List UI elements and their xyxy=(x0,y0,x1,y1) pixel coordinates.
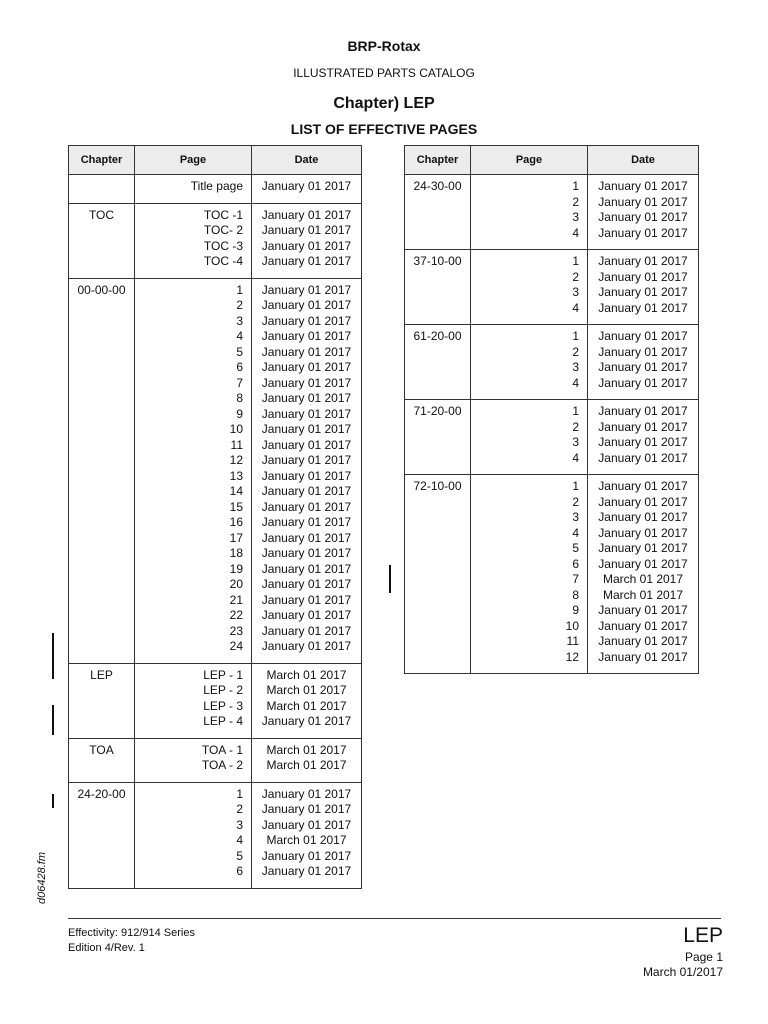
page-number: LEP - 3 xyxy=(203,698,243,713)
page-number: 12 xyxy=(229,453,243,467)
page-number: 6 xyxy=(236,864,243,878)
page-number: 6 xyxy=(572,556,579,571)
chapter-label: 24-30-00 xyxy=(413,179,462,193)
page-date: January 01 2017 xyxy=(261,313,352,328)
page-date: January 01 2017 xyxy=(261,223,352,237)
page-number: 5 xyxy=(236,344,243,359)
chapter-cell xyxy=(69,663,135,738)
revision-bar xyxy=(52,633,54,679)
page-date: January 01 2017 xyxy=(261,848,352,863)
page-number: 4 xyxy=(572,225,579,240)
page-number: 1 xyxy=(236,786,243,801)
revision-bar xyxy=(389,565,391,593)
page-number: 4 xyxy=(572,375,579,390)
page-number: TOC -3 xyxy=(203,238,243,253)
chapter-label: 37-10-00 xyxy=(413,254,462,268)
footer-edition: Edition 4/Rev. 1 xyxy=(68,942,145,954)
page-number: 2 xyxy=(236,298,243,312)
page-number: 1 xyxy=(236,282,243,297)
page-date: January 01 2017 xyxy=(261,515,352,529)
footer-divider xyxy=(68,918,721,919)
page-date: January 01 2017 xyxy=(261,207,352,222)
page-column-header: Page xyxy=(471,146,588,175)
footer-page-number: Page 1 xyxy=(684,950,723,964)
page-date: January 01 2017 xyxy=(598,300,688,315)
page-cell xyxy=(135,203,252,278)
page-date: January 01 2017 xyxy=(598,634,688,648)
page-number: 4 xyxy=(236,329,243,343)
chapter-label: 00-00-00 xyxy=(77,282,126,297)
page-cell xyxy=(471,250,588,325)
right-effective-pages-table xyxy=(404,145,699,674)
table-row xyxy=(69,203,362,278)
page-date: January 01 2017 xyxy=(598,194,688,209)
page-number: 2 xyxy=(236,802,243,816)
page-date: January 01 2017 xyxy=(598,179,688,193)
page-number: 1 xyxy=(572,254,579,268)
page-date: January 01 2017 xyxy=(261,375,352,390)
page-number: 3 xyxy=(572,360,579,374)
page-cell xyxy=(135,663,252,738)
chapter-label: LEP xyxy=(90,667,113,682)
left-effective-pages-table xyxy=(68,145,362,889)
page-date: January 01 2017 xyxy=(598,419,688,434)
page-cell xyxy=(135,782,252,888)
page-number: 2 xyxy=(572,344,579,359)
page-date: January 01 2017 xyxy=(261,561,352,576)
date-cell xyxy=(252,663,362,738)
chapter-cell xyxy=(69,278,135,663)
page-number: 4 xyxy=(572,300,579,315)
page-date: January 01 2017 xyxy=(261,499,352,514)
revision-bar xyxy=(52,705,54,735)
brand-title: BRP-Rotax xyxy=(347,38,421,54)
date-cell xyxy=(588,250,699,325)
page-cell xyxy=(471,325,588,400)
table-row xyxy=(405,325,699,400)
page-date: January 01 2017 xyxy=(598,556,688,571)
table-row xyxy=(69,663,362,738)
page-date: January 01 2017 xyxy=(261,802,352,816)
chapter-cell xyxy=(69,203,135,278)
page-date: January 01 2017 xyxy=(261,422,352,436)
page-date: January 01 2017 xyxy=(261,282,352,297)
page-number: 21 xyxy=(229,592,243,607)
catalog-title: ILLUSTRATED PARTS CATALOG xyxy=(293,66,475,80)
date-cell xyxy=(588,475,699,674)
page-date: January 01 2017 xyxy=(261,391,352,405)
page-number: 23 xyxy=(229,623,243,638)
page-number: 11 xyxy=(566,634,579,648)
date-cell xyxy=(588,400,699,475)
chapter-label: TOA xyxy=(89,742,114,757)
page-number: 2 xyxy=(572,269,579,284)
right-table-body xyxy=(405,175,699,674)
page-date: January 01 2017 xyxy=(261,179,352,193)
page-number: 7 xyxy=(572,572,579,586)
page-number: 14 xyxy=(229,484,243,498)
page-date: January 01 2017 xyxy=(598,269,688,284)
page-date: January 01 2017 xyxy=(261,577,352,591)
page-date: March 01 2017 xyxy=(266,742,347,757)
file-name: d06428.fm xyxy=(36,852,48,904)
page-number: 2 xyxy=(572,419,579,434)
page-date: January 01 2017 xyxy=(261,714,352,728)
page-number: 17 xyxy=(229,530,243,545)
page-date: March 01 2017 xyxy=(602,587,684,602)
page-date: January 01 2017 xyxy=(261,254,352,268)
page-date: January 01 2017 xyxy=(598,285,688,299)
table-row xyxy=(405,475,699,674)
page-date: January 01 2017 xyxy=(261,360,352,374)
page-number: 5 xyxy=(236,848,243,863)
page-date: January 01 2017 xyxy=(261,592,352,607)
page-number: 18 xyxy=(229,546,243,560)
page-date: March 01 2017 xyxy=(266,698,347,713)
page-date: January 01 2017 xyxy=(598,225,688,240)
page-date: January 01 2017 xyxy=(598,603,688,617)
page-date: January 01 2017 xyxy=(598,254,688,268)
page-number: 5 xyxy=(572,541,579,555)
page-number: 13 xyxy=(229,468,243,483)
page-date: March 01 2017 xyxy=(266,683,347,697)
footer-effectivity: Effectivity: 912/914 Series xyxy=(68,927,195,939)
page-number: 4 xyxy=(236,833,243,847)
page-date: January 01 2017 xyxy=(598,525,688,540)
table-header-row xyxy=(69,146,362,175)
page-cell xyxy=(135,738,252,782)
page-date: January 01 2017 xyxy=(261,817,352,832)
page-number: 12 xyxy=(565,649,579,664)
date-cell xyxy=(252,203,362,278)
date-cell xyxy=(252,782,362,888)
page-number: 22 xyxy=(229,608,243,622)
page-number: 9 xyxy=(236,406,243,421)
page-number: 10 xyxy=(565,618,579,633)
table-row xyxy=(69,175,362,204)
chapter-label: 61-20-00 xyxy=(413,329,462,343)
page-date: January 01 2017 xyxy=(598,450,688,465)
chapter-label: 24-20-00 xyxy=(77,786,126,801)
page-date: January 01 2017 xyxy=(261,484,352,498)
page-date: January 01 2017 xyxy=(598,404,688,418)
page-number: TOC- 2 xyxy=(203,223,243,237)
page-number: 4 xyxy=(572,450,579,465)
table-row xyxy=(405,175,699,250)
page-date: January 01 2017 xyxy=(598,494,688,509)
date-cell xyxy=(588,325,699,400)
chapter-cell xyxy=(405,400,471,475)
page-number: 19 xyxy=(229,561,243,576)
page-date: January 01 2017 xyxy=(261,298,352,312)
page-date: January 01 2017 xyxy=(261,623,352,638)
table-row xyxy=(405,250,699,325)
page-cell xyxy=(471,175,588,250)
page-number: 10 xyxy=(229,422,243,436)
page-number: 7 xyxy=(236,375,243,390)
chapter-cell xyxy=(405,250,471,325)
chapter-column-header: Chapter xyxy=(405,146,471,175)
page-number: 4 xyxy=(572,525,579,540)
page-date: March 01 2017 xyxy=(602,572,684,586)
page-number: TOA - 1 xyxy=(201,742,243,757)
table-row xyxy=(69,782,362,888)
page-date: January 01 2017 xyxy=(598,360,688,374)
page-number: 8 xyxy=(572,587,579,602)
table-header-row xyxy=(405,146,699,175)
page-date: January 01 2017 xyxy=(261,406,352,421)
page-date: March 01 2017 xyxy=(266,667,347,682)
page-number: 3 xyxy=(572,510,579,524)
date-cell xyxy=(252,278,362,663)
chapter-cell xyxy=(69,175,135,204)
page-date: January 01 2017 xyxy=(261,468,352,483)
date-column-header: Date xyxy=(252,146,362,175)
page-cell xyxy=(471,475,588,674)
page-number: 3 xyxy=(236,313,243,328)
page-number: 20 xyxy=(229,577,243,591)
page-date: January 01 2017 xyxy=(598,479,688,493)
page-number: Title page xyxy=(190,179,243,193)
page-date: March 01 2017 xyxy=(266,758,347,772)
footer-section-code: LEP xyxy=(683,924,723,947)
page-date: January 01 2017 xyxy=(598,510,688,524)
page-number: TOC -1 xyxy=(203,207,243,222)
page-number: TOA - 2 xyxy=(201,758,243,772)
page-date: January 01 2017 xyxy=(598,329,688,343)
list-title: LIST OF EFFECTIVE PAGES xyxy=(290,121,478,137)
date-cell xyxy=(252,175,362,204)
chapter-label xyxy=(69,179,134,195)
page-date: January 01 2017 xyxy=(598,375,688,390)
page-date: January 01 2017 xyxy=(261,546,352,560)
date-cell xyxy=(588,175,699,250)
page-date: January 01 2017 xyxy=(261,329,352,343)
page-number: 3 xyxy=(572,285,579,299)
page-number: 3 xyxy=(572,210,579,224)
page-number: 2 xyxy=(572,494,579,509)
date-cell xyxy=(252,738,362,782)
page-date: March 01 2017 xyxy=(266,833,347,847)
page-date: January 01 2017 xyxy=(598,435,688,449)
page-date: January 01 2017 xyxy=(261,786,352,801)
page-date: January 01 2017 xyxy=(261,437,352,452)
chapter-cell xyxy=(69,782,135,888)
page-cell xyxy=(471,400,588,475)
page-column-header: Page xyxy=(135,146,252,175)
page-number: TOC -4 xyxy=(203,254,243,268)
page-number: LEP - 4 xyxy=(203,714,243,728)
footer-date: March 01/2017 xyxy=(642,965,723,979)
page-date: January 01 2017 xyxy=(598,618,688,633)
page-date: January 01 2017 xyxy=(261,864,352,878)
page-number: 1 xyxy=(572,404,579,418)
page-number: 6 xyxy=(236,360,243,374)
page-number: 3 xyxy=(572,435,579,449)
page-date: January 01 2017 xyxy=(261,530,352,545)
date-column-header: Date xyxy=(588,146,699,175)
chapter-cell xyxy=(405,325,471,400)
page-date: January 01 2017 xyxy=(261,608,352,622)
page-date: January 01 2017 xyxy=(598,541,688,555)
page-date: January 01 2017 xyxy=(261,639,352,653)
page-number: LEP - 2 xyxy=(203,683,243,697)
chapter-label: 71-20-00 xyxy=(413,404,462,418)
chapter-column-header: Chapter xyxy=(69,146,135,175)
table-row xyxy=(69,738,362,782)
chapter-cell xyxy=(69,738,135,782)
left-table-body xyxy=(69,175,362,889)
chapter-cell xyxy=(405,175,471,250)
page-number: 3 xyxy=(236,817,243,832)
page-number: 8 xyxy=(236,391,243,405)
page-date: January 01 2017 xyxy=(598,210,688,224)
table-row xyxy=(405,400,699,475)
page-date: January 01 2017 xyxy=(598,344,688,359)
page-date: January 01 2017 xyxy=(598,649,688,664)
page-number: 15 xyxy=(229,499,243,514)
table-row xyxy=(69,278,362,663)
page-number: 16 xyxy=(229,515,243,529)
page-date: January 01 2017 xyxy=(261,238,352,253)
page-cell xyxy=(135,175,252,204)
chapter-cell xyxy=(405,475,471,674)
page-cell xyxy=(135,278,252,663)
chapter-title: Chapter) LEP xyxy=(333,95,435,112)
page-number: 2 xyxy=(572,194,579,209)
chapter-label: 72-10-00 xyxy=(413,479,462,493)
page-number: 1 xyxy=(572,329,579,343)
page-number: LEP - 1 xyxy=(203,667,243,682)
revision-bar xyxy=(52,794,54,808)
page-number: 1 xyxy=(572,479,579,493)
chapter-label: TOC xyxy=(88,207,115,222)
page-number: 11 xyxy=(230,437,243,452)
page-number: 24 xyxy=(229,639,243,653)
page-date: January 01 2017 xyxy=(261,344,352,359)
page-number: 1 xyxy=(572,179,579,193)
page-number: 9 xyxy=(572,603,579,617)
page-date: January 01 2017 xyxy=(261,453,352,467)
